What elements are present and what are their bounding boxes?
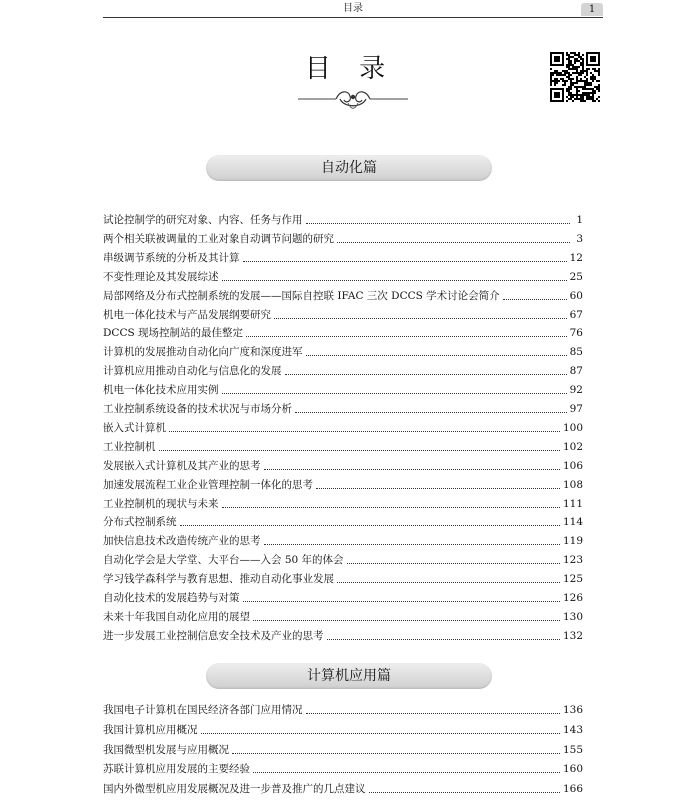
running-header-title: 目录 (343, 3, 363, 14)
page-title: 目 录 (304, 54, 396, 84)
dot-leader (222, 507, 560, 508)
toc-entry-title: 局部网络及分布式控制系统的发展——国际自控联 IFAC 三次 DCCS 学术讨论会简介 (103, 289, 500, 302)
toc-entry-title: 我国计算机应用概况 (103, 723, 198, 736)
dot-leader (316, 488, 560, 489)
toc-entry-title: 两个相关联被调量的工业对象自动调节问题的研究 (103, 232, 334, 245)
toc-entry[interactable] (103, 325, 583, 341)
toc-entry-page: 60 (569, 289, 583, 302)
toc-entry-title: DCCS 现场控制站的最佳整定 (103, 327, 244, 340)
toc-entry[interactable] (103, 533, 583, 549)
dot-leader (337, 582, 560, 583)
page-number: 1 (581, 3, 603, 16)
dot-leader (285, 374, 567, 375)
toc-entry-title: 机电一体化技术与产品发展纲要研究 (103, 308, 271, 321)
toc-entry-page: 143 (562, 723, 583, 736)
toc-entry-page: 100 (562, 421, 583, 434)
section-heading: 自动化篇 (206, 155, 492, 181)
toc-entry-title: 学习钱学森科学与教育思想、推动自动化事业发展 (103, 573, 334, 586)
dot-leader (169, 431, 560, 432)
dot-leader (337, 242, 570, 243)
toc-entry-title: 苏联计算机应用发展的主要经验 (103, 763, 250, 776)
toc-entry[interactable] (103, 401, 583, 417)
toc-entry[interactable] (103, 552, 583, 568)
toc-entry-title: 国内外微型机应用发展概况及进一步普及推广的几点建议 (103, 783, 366, 796)
dot-leader (264, 544, 560, 545)
toc-entry-page: 132 (562, 629, 583, 642)
toc-entry-title: 工业控制系统设备的技术状况与市场分析 (103, 403, 292, 415)
toc-entry[interactable] (103, 742, 583, 758)
toc-entry-page: 97 (569, 403, 583, 415)
toc-entry-page: 1 (576, 214, 583, 226)
toc-entry[interactable] (103, 609, 583, 625)
toc-entry-title: 不变性理论及其发展综述 (103, 270, 219, 283)
toc-entry-page: 25 (569, 270, 583, 283)
toc-entry-title: 嵌入式计算机 (103, 421, 166, 434)
dot-leader (222, 393, 567, 394)
toc-entry-page: 126 (562, 592, 583, 604)
section-heading: 计算机应用篇 (206, 663, 492, 689)
toc-entry[interactable] (103, 420, 583, 436)
toc-entry-page: 102 (562, 440, 583, 453)
toc-entry[interactable] (103, 477, 583, 493)
toc-entry-page: 76 (569, 327, 583, 340)
toc-entry-title: 计算机的发展推动自动化向广度和深度进军 (103, 346, 303, 359)
toc-entry-page: 155 (562, 743, 583, 756)
toc-entry-title: 工业控制机的现状与未来 (103, 497, 219, 510)
dot-leader (306, 355, 567, 356)
toc-entry-title: 试论控制学的研究对象、内容、任务与作用 (103, 214, 303, 226)
toc-entry-page: 106 (562, 459, 583, 472)
toc-entry[interactable] (103, 439, 583, 455)
toc-entry-title: 未来十年我国自动化应用的展望 (103, 610, 250, 623)
toc-entry-title: 加快信息技术改造传统产业的思考 (103, 535, 261, 548)
toc-entry-title: 我国微型机发展与应用概况 (103, 743, 229, 756)
dot-leader (180, 525, 560, 526)
toc-entry-page: 92 (569, 384, 583, 397)
toc-entry-page: 114 (562, 516, 583, 529)
dot-leader (232, 753, 560, 754)
toc-entry[interactable] (103, 250, 583, 266)
dot-leader (201, 733, 560, 734)
ornament-flourish-icon (298, 86, 408, 112)
toc-entry[interactable] (103, 269, 583, 285)
toc-entry[interactable] (103, 344, 583, 360)
toc-entry-page: 87 (569, 365, 583, 378)
toc-entry-page: 125 (562, 573, 583, 586)
dot-leader (503, 299, 567, 300)
toc-entry[interactable] (103, 571, 583, 587)
toc-entry[interactable] (103, 590, 583, 606)
toc-entry-page: 136 (562, 704, 583, 716)
dot-leader (369, 792, 560, 793)
toc-entry[interactable] (103, 514, 583, 530)
dot-leader (253, 772, 560, 773)
toc-entry[interactable] (103, 496, 583, 512)
toc-entry[interactable] (103, 628, 583, 644)
toc-entry-title: 工业控制机 (103, 440, 156, 453)
toc-entry-title: 发展嵌入式计算机及其产业的思考 (103, 459, 261, 472)
toc-entry[interactable] (103, 702, 583, 718)
toc-entry[interactable] (103, 458, 583, 474)
toc-entry-page: 3 (576, 232, 583, 245)
dot-leader (264, 469, 560, 470)
toc-entry-title: 分布式控制系统 (103, 516, 177, 529)
toc-entry-title: 我国电子计算机在国民经济各部门应用情况 (103, 704, 303, 716)
toc-entry-page: 166 (562, 783, 583, 796)
toc-entry[interactable] (103, 761, 583, 777)
dot-leader (347, 563, 560, 564)
toc-entry[interactable] (103, 307, 583, 323)
toc-entry-page: 160 (562, 763, 583, 776)
running-header (103, 3, 603, 18)
dot-leader (306, 223, 571, 224)
toc-entry-title: 自动化学会是大学堂、大平台——入会 50 年的体会 (103, 554, 344, 567)
dot-leader (243, 261, 567, 262)
toc-entry-title: 机电一体化技术应用实例 (103, 384, 219, 397)
toc-entry[interactable] (103, 212, 583, 228)
toc-entry-page: 111 (562, 497, 583, 510)
toc-entry[interactable] (103, 288, 583, 304)
toc-entry-title: 计算机应用推动自动化与信息化的发展 (103, 365, 282, 378)
dot-leader (274, 318, 567, 319)
toc-entry-page: 85 (569, 346, 583, 359)
dot-leader (253, 620, 560, 621)
toc-entry-title: 自动化技术的发展趋势与对策 (103, 592, 240, 604)
dot-leader (306, 713, 560, 714)
dot-leader (243, 601, 560, 602)
toc-entry[interactable] (103, 781, 583, 797)
dot-leader (222, 280, 567, 281)
toc-entry-page: 12 (569, 251, 583, 264)
toc-entry-page: 123 (562, 554, 583, 567)
dot-leader (246, 336, 567, 337)
dot-leader (327, 639, 560, 640)
toc-entry-title: 进一步发展工业控制信息安全技术及产业的思考 (103, 629, 324, 642)
toc-entry[interactable] (103, 722, 583, 738)
toc-entry-title: 加速发展流程工业企业管理控制一体化的思考 (103, 478, 313, 491)
toc-entry[interactable] (103, 382, 583, 398)
toc-entry-page: 67 (569, 308, 583, 321)
qr-code-icon (548, 50, 602, 108)
toc-entry[interactable] (103, 231, 583, 247)
toc-entry-page: 119 (562, 535, 583, 548)
toc-entry-page: 108 (562, 478, 583, 491)
toc-entry-page: 130 (562, 610, 583, 623)
dot-leader (159, 450, 560, 451)
dot-leader (295, 412, 567, 413)
toc-entry-title: 串级调节系统的分析及其计算 (103, 251, 240, 264)
toc-entry[interactable] (103, 363, 583, 379)
